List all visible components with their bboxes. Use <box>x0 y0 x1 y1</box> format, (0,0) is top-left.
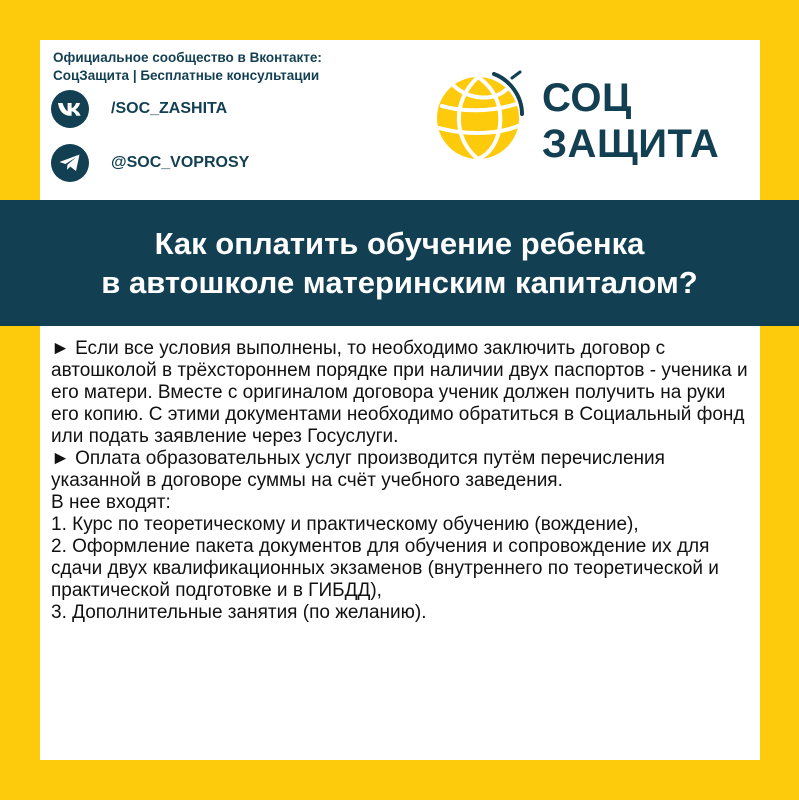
telegram-link[interactable] <box>51 144 249 182</box>
vk-handle: /SOC_ZASHITA <box>111 100 228 117</box>
telegram-icon <box>51 144 89 182</box>
community-info <box>53 49 322 85</box>
vk-icon <box>51 90 89 128</box>
header-card <box>40 40 760 200</box>
title-banner <box>0 200 799 326</box>
globe-logo <box>434 70 526 162</box>
list-item-2: 2. Оформление пакета документов для обучения и сопровождение их для сдачи двух квалификационных экзаменов (внутреннего по теоретической и практической подготовке и в ГИБДД), <box>51 536 719 601</box>
brand-line-2: ЗАЩИТА <box>542 122 720 166</box>
list-item-1: 1. Курс по теоретическому и практическому обучению (вождение), <box>51 514 639 535</box>
list-item-3: 3. Дополнительные занятия (по желанию). <box>51 602 427 623</box>
paragraph-2: ► Оплата образовательных услуг производится путём перечисления указанной в договоре суммы на счёт учебного заведения. <box>51 448 665 491</box>
vk-link[interactable] <box>51 90 227 128</box>
paragraph-1: ► Если все условия выполнены, то необходимо заключить договор с автошколой в трёхстороннем порядке при наличии двух паспортов - ученика и его матери. Вместе с оригиналом договора ученик должен получить на руки его копию. С этими документами необходимо обратиться в Социальный фонд или подать заявление через Госуслуги. <box>51 338 748 447</box>
title-line-1: Как оплатить обучение ребенка <box>154 226 645 261</box>
community-line-2: СоцЗащита | Бесплатные консультации <box>53 68 320 83</box>
body-text <box>51 338 748 624</box>
community-line-1: Официальное сообщество в Вконтакте: <box>53 50 322 65</box>
title-line-2: в автошколе материнским капиталом? <box>101 265 698 300</box>
telegram-handle: @SOC_VOPROSY <box>111 154 250 171</box>
body-card <box>40 326 760 760</box>
brand-line-1: СОЦ <box>542 76 632 120</box>
includes-label: В нее входят: <box>51 492 171 513</box>
brand-name <box>542 75 719 167</box>
